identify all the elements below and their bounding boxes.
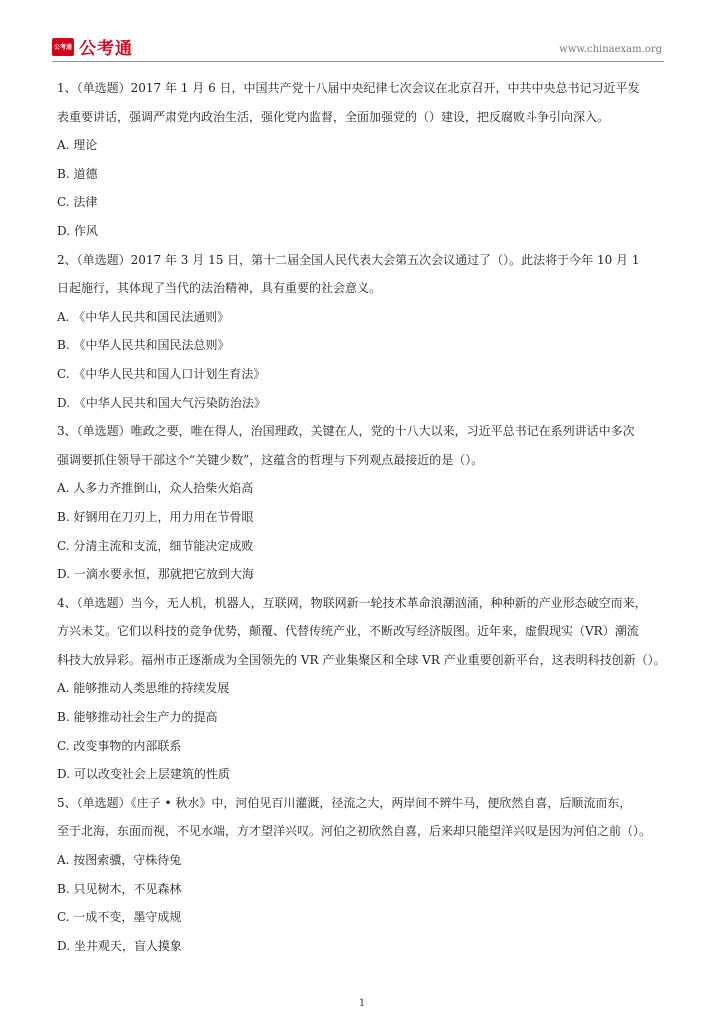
- page-number: 1: [358, 998, 366, 1009]
- header-divider: [52, 61, 664, 62]
- option-c: C. 法律: [57, 195, 98, 210]
- option-a: A. 人多力齐推倒山，众人拾柴火焰高: [57, 481, 254, 496]
- question-stem-line: 4、（单选题）当今，无人机，机器人，互联网，物联网新一轮技术革命浪潮汹涌，种种新的产业形态破空而来，: [57, 595, 647, 610]
- site-url: www.chinaexam.org: [559, 44, 662, 55]
- option-b: B. 能够推动社会生产力的提高: [57, 710, 218, 725]
- question-stem-line: 1、（单选题）2017 年 1 月 6 日，中国共产党十八届中央纪律七次会议在北京召开，中共中央总书记习近平发: [57, 81, 640, 95]
- option-c: C. 《中华人民共和国人口计划生育法》: [57, 366, 266, 381]
- option-a: A. 按图索骥，守株待兔: [57, 853, 182, 868]
- question-5: [57, 789, 665, 961]
- question-3: [57, 417, 665, 589]
- option-c: C. 一成不变，墨守成规: [57, 910, 182, 925]
- question-stem-line: 日起施行，其体现了当代的法治精神，具有重要的社会意义。: [57, 281, 382, 296]
- option-a: A. 理论: [57, 138, 98, 153]
- option-d: D. 可以改变社会上层建筑的性质: [57, 767, 230, 782]
- option-a: A. 能够推动人类思维的持续发展: [57, 681, 230, 696]
- question-stem-line: 强调要抓住领导干部这个“关键少数”，这蕴含的哲理与下列观点最接近的是（）。: [57, 452, 484, 467]
- option-c: C. 改变事物的内部联系: [57, 738, 182, 753]
- question-stem-line: 表重要讲话，强调严肃党内政治生活，强化党内监督，全面加强党的（）建设，把反腐败斗争引向深入。: [57, 109, 610, 124]
- question-stem-line: 至于北海，东面而视，不见水端，方才望洋兴叹。河伯之初欣然自喜，后来却只能望洋兴叹是因为河伯之前（）。: [57, 824, 652, 839]
- question-2: [57, 246, 665, 418]
- option-d: D. 《中华人民共和国大气污染防治法》: [57, 395, 266, 410]
- logo-text: 公考通: [79, 39, 133, 59]
- question-1: [57, 74, 665, 246]
- question-list: [57, 74, 665, 960]
- option-d: D. 一滴水要永恒，那就把它放到大海: [57, 567, 254, 582]
- option-d: D. 作风: [57, 223, 98, 238]
- option-b: B. 道德: [57, 166, 98, 181]
- option-b: B. 《中华人民共和国民法总则》: [57, 338, 230, 353]
- question-stem-line: 2、（单选题）2017 年 3 月 15 日，第十二届全国人民代表大会第五次会议通过了（）。此法将于今年 10 月 1: [57, 252, 640, 267]
- question-4: [57, 589, 665, 789]
- question-stem-line: 5、（单选题）《庄子 • 秋水》中，河伯见百川灌溉，径流之大，两岸间不辨牛马，便欣然自喜，后顺流而东，: [57, 795, 632, 810]
- option-c: C. 分清主流和支流，细节能决定成败: [57, 538, 254, 553]
- option-b: B. 只见树木，不见森林: [57, 881, 182, 896]
- question-stem-line: 方兴未艾。它们以科技的竞争优势，颠覆、代替传统产业，不断改写经济版图。近年来，虚假现实（VR）潮流: [57, 624, 639, 639]
- question-stem-line: 3、（单选题）唯政之要，唯在得人，治国理政，关键在人，党的十八大以来，习近平总书记在系列讲话中多次: [57, 424, 635, 439]
- logo-badge-icon: 公考通: [52, 38, 74, 56]
- page-header: [52, 34, 664, 60]
- question-stem-line: 科技大放异彩。福州市正逐渐成为全国领先的 VR 产业集聚区和全球 VR 产业重要创新平台，这表明科技创新（）。: [57, 652, 666, 667]
- option-b: B. 好钢用在刀刃上，用力用在节骨眼: [57, 509, 254, 524]
- option-d: D. 坐井观天，盲人摸象: [57, 938, 182, 953]
- option-a: A. 《中华人民共和国民法通则》: [57, 309, 230, 324]
- brand-logo: [52, 34, 133, 59]
